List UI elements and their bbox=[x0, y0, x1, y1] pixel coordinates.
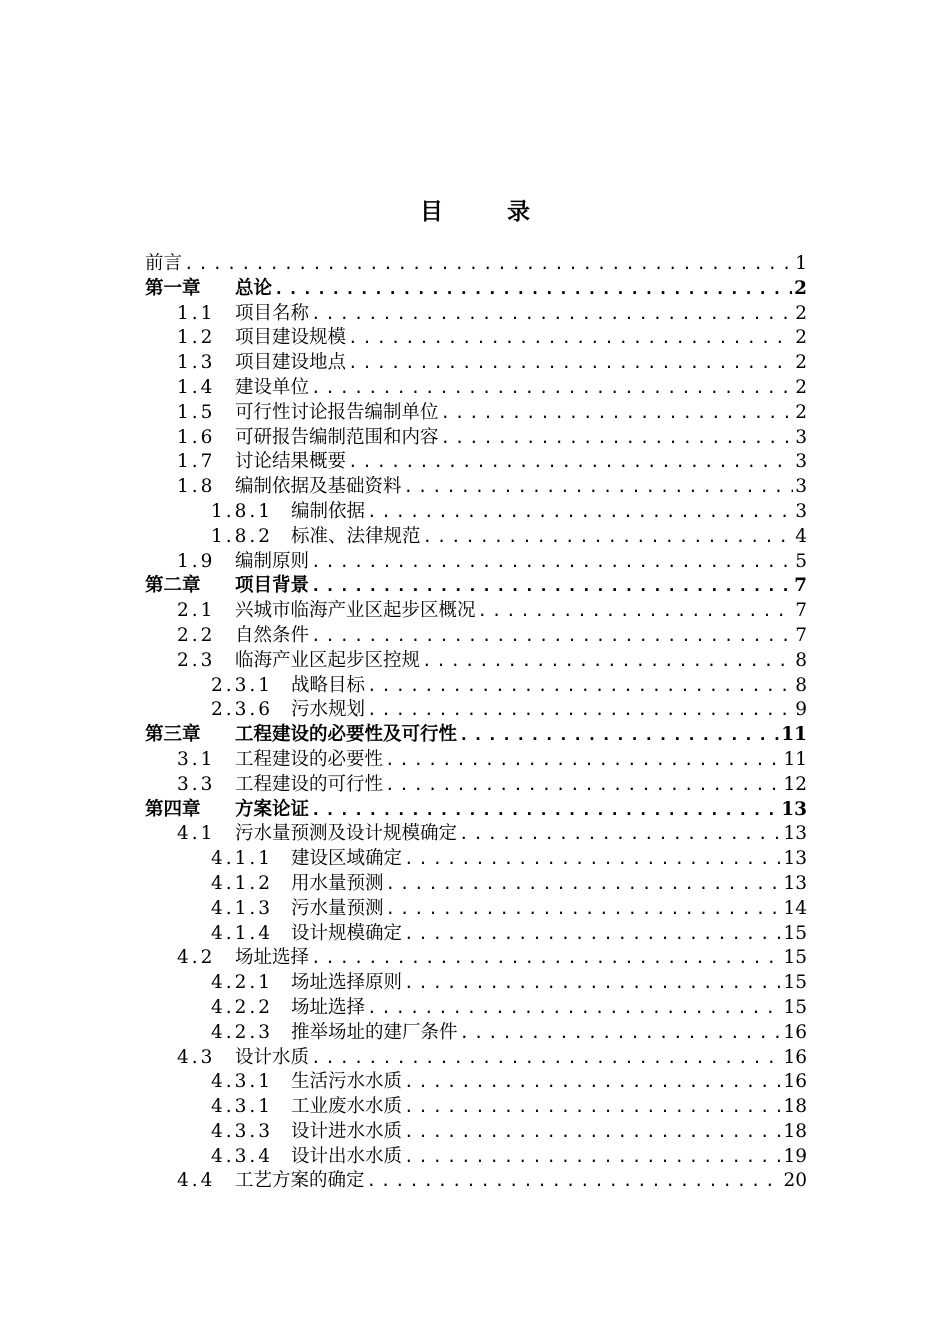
dot-leader bbox=[404, 971, 781, 996]
toc-entry-title: 项目建设地点 bbox=[235, 352, 347, 374]
toc-entry[interactable] bbox=[145, 1046, 807, 1071]
toc-entry-number: 1.6 bbox=[177, 426, 216, 448]
toc-entry-title: 工业废水水质 bbox=[291, 1096, 403, 1118]
toc-entry-title: 场址选择 bbox=[235, 947, 310, 969]
toc-entry[interactable] bbox=[145, 723, 807, 748]
toc-entry-number: 3.1 bbox=[177, 748, 216, 770]
dot-leader bbox=[423, 525, 794, 550]
toc-entry[interactable] bbox=[145, 401, 807, 426]
toc-entry-number: 1.4 bbox=[177, 376, 216, 398]
toc-entry-title: 设计水质 bbox=[235, 1046, 310, 1068]
dot-leader bbox=[385, 748, 781, 773]
toc-entry-title: 污水量预测及设计规模确定 bbox=[235, 823, 458, 845]
dot-leader bbox=[404, 1120, 781, 1145]
toc-entry-page-number: 2 bbox=[795, 302, 807, 324]
toc-entry-number: 4.4 bbox=[177, 1170, 216, 1192]
toc-entry-title: 可行性讨论报告编制单位 bbox=[235, 401, 439, 423]
toc-entry-page-number: 13 bbox=[783, 823, 807, 845]
dot-leader bbox=[385, 773, 781, 798]
toc-entry-page-number: 18 bbox=[783, 1120, 807, 1142]
toc-entry[interactable] bbox=[145, 525, 807, 550]
toc-entry-title: 自然条件 bbox=[235, 624, 310, 646]
toc-entry-number: 1.8.2 bbox=[211, 525, 274, 547]
dot-leader bbox=[348, 326, 793, 351]
toc-entry-page-number: 16 bbox=[783, 1071, 807, 1093]
toc-entry-page-number: 13 bbox=[783, 848, 807, 870]
toc-entry-page-number: 3 bbox=[795, 451, 807, 473]
toc-entry-title: 工艺方案的确定 bbox=[235, 1170, 365, 1192]
toc-entry[interactable] bbox=[145, 252, 807, 277]
toc-entry-number: 1.7 bbox=[177, 451, 216, 473]
toc-entry-page-number: 3 bbox=[795, 500, 807, 522]
toc-entry-page-number: 20 bbox=[783, 1170, 807, 1192]
dot-leader bbox=[348, 450, 793, 475]
toc-entry[interactable] bbox=[145, 475, 807, 500]
toc-entry-title: 污水量预测 bbox=[291, 897, 384, 919]
dot-leader bbox=[404, 475, 794, 500]
dot-leader bbox=[367, 500, 793, 525]
toc-entry-title: 推举场址的建厂条件 bbox=[291, 1021, 458, 1043]
table-of-contents bbox=[145, 252, 807, 1194]
dot-leader bbox=[478, 599, 794, 624]
dot-leader bbox=[460, 1021, 782, 1046]
toc-entry[interactable] bbox=[145, 351, 807, 376]
toc-entry-page-number: 14 bbox=[783, 897, 807, 919]
toc-entry-page-number: 13 bbox=[781, 798, 807, 820]
toc-entry-number: 3.3 bbox=[177, 773, 216, 795]
toc-entry-number: 2.2 bbox=[177, 624, 216, 646]
toc-entry-title: 标准、法律规范 bbox=[291, 525, 421, 547]
toc-entry-title: 建设区域确定 bbox=[291, 848, 403, 870]
toc-entry-title: 项目建设规模 bbox=[235, 327, 347, 349]
toc-entry[interactable] bbox=[145, 748, 807, 773]
toc-entry[interactable] bbox=[145, 550, 807, 575]
toc-entry-title: 编制原则 bbox=[235, 550, 310, 572]
toc-entry[interactable] bbox=[145, 450, 807, 475]
toc-entry-title: 设计出水水质 bbox=[291, 1145, 403, 1167]
toc-entry-number: 4.1.2 bbox=[211, 872, 274, 894]
toc-entry-page-number: 3 bbox=[795, 476, 807, 498]
toc-entry[interactable] bbox=[145, 698, 807, 723]
toc-entry-number: 1.2 bbox=[177, 327, 216, 349]
toc-entry-title: 兴城市临海产业区起步区概况 bbox=[235, 600, 476, 622]
dot-leader bbox=[404, 1095, 781, 1120]
toc-entry-page-number: 12 bbox=[783, 773, 807, 795]
toc-entry-page-number: 15 bbox=[783, 996, 807, 1018]
toc-entry-page-number: 1 bbox=[795, 253, 807, 274]
toc-entry-page-number: 7 bbox=[795, 624, 807, 646]
toc-entry-page-number: 8 bbox=[795, 674, 807, 696]
toc-entry-page-number: 5 bbox=[795, 550, 807, 572]
toc-entry-number: 4.3 bbox=[177, 1046, 216, 1068]
page-title: 目 录 bbox=[419, 198, 558, 225]
toc-entry-title: 工程建设的必要性 bbox=[235, 748, 384, 770]
toc-entry-title: 前言 bbox=[145, 253, 183, 274]
toc-entry-title: 编制依据 bbox=[291, 500, 366, 522]
dot-leader bbox=[311, 1046, 781, 1071]
toc-entry[interactable] bbox=[145, 426, 807, 451]
toc-entry-number: 2.3.1 bbox=[211, 674, 274, 696]
toc-entry-title: 战略目标 bbox=[291, 674, 366, 696]
toc-entry-title: 设计规模确定 bbox=[291, 922, 403, 944]
toc-entry-number: 4.3.1 bbox=[211, 1096, 274, 1118]
dot-leader bbox=[274, 277, 792, 302]
dot-leader bbox=[422, 649, 793, 674]
toc-entry[interactable] bbox=[145, 599, 807, 624]
toc-entry-number: 1.1 bbox=[177, 302, 216, 324]
toc-entry-title: 总论 bbox=[235, 277, 273, 299]
toc-entry-title: 工程建设的必要性及可行性 bbox=[235, 724, 458, 746]
dot-leader bbox=[348, 351, 793, 376]
toc-entry-page-number: 7 bbox=[795, 600, 807, 622]
toc-entry[interactable] bbox=[145, 847, 807, 872]
toc-entry-title: 工程建设的可行性 bbox=[235, 773, 384, 795]
dot-leader bbox=[386, 872, 782, 897]
toc-entry-number: 2.3 bbox=[177, 649, 216, 671]
toc-entry-number: 1.3 bbox=[177, 352, 216, 374]
dot-leader bbox=[367, 996, 781, 1021]
dot-leader bbox=[311, 376, 793, 401]
toc-entry[interactable] bbox=[145, 1021, 807, 1046]
toc-entry-page-number: 2 bbox=[795, 327, 807, 349]
toc-entry-title: 可研报告编制范围和内容 bbox=[235, 426, 439, 448]
toc-entry-page-number: 7 bbox=[794, 575, 807, 597]
toc-entry-page-number: 18 bbox=[783, 1096, 807, 1118]
toc-entry-number: 4.1.1 bbox=[211, 848, 274, 870]
dot-leader bbox=[367, 698, 793, 723]
toc-entry-page-number: 2 bbox=[795, 376, 807, 398]
toc-entry[interactable] bbox=[145, 971, 807, 996]
dot-leader bbox=[404, 1070, 781, 1095]
toc-entry-number: 1.8 bbox=[177, 476, 216, 498]
toc-entry-page-number: 15 bbox=[783, 947, 807, 969]
toc-entry[interactable] bbox=[145, 922, 807, 947]
toc-entry-page-number: 4 bbox=[795, 525, 807, 547]
toc-entry[interactable] bbox=[145, 376, 807, 401]
dot-leader bbox=[441, 426, 794, 451]
toc-entry-title: 生活污水水质 bbox=[291, 1071, 403, 1093]
toc-entry[interactable] bbox=[145, 500, 807, 525]
toc-entry[interactable] bbox=[145, 1070, 807, 1095]
toc-entry-page-number: 8 bbox=[795, 649, 807, 671]
toc-entry-title: 讨论结果概要 bbox=[235, 451, 347, 473]
toc-entry-number: 2.1 bbox=[177, 600, 216, 622]
toc-entry[interactable] bbox=[145, 773, 807, 798]
toc-entry-number: 2.3.6 bbox=[211, 699, 274, 721]
dot-leader bbox=[367, 674, 793, 699]
toc-entry-number: 第三章 bbox=[145, 724, 201, 746]
dot-leader bbox=[386, 897, 782, 922]
dot-leader bbox=[367, 1169, 782, 1194]
toc-entry[interactable] bbox=[145, 996, 807, 1021]
toc-entry-number: 1.5 bbox=[177, 401, 216, 423]
toc-entry-page-number: 2 bbox=[795, 401, 807, 423]
toc-entry-title: 项目背景 bbox=[235, 575, 310, 597]
toc-entry-number: 4.3.3 bbox=[211, 1120, 274, 1142]
dot-leader bbox=[311, 798, 779, 823]
toc-entry-number: 第一章 bbox=[145, 277, 201, 299]
dot-leader bbox=[404, 1145, 781, 1170]
toc-entry-number: 1.9 bbox=[177, 550, 216, 572]
toc-entry-page-number: 3 bbox=[795, 426, 807, 448]
dot-leader bbox=[459, 723, 779, 748]
dot-leader bbox=[404, 847, 781, 872]
toc-entry-number: 4.2.3 bbox=[211, 1021, 274, 1043]
toc-entry-title: 编制依据及基础资料 bbox=[235, 476, 402, 498]
toc-entry-page-number: 16 bbox=[783, 1021, 807, 1043]
toc-entry-title: 场址选择原则 bbox=[291, 972, 403, 994]
toc-entry-page-number: 16 bbox=[783, 1046, 807, 1068]
toc-entry-number: 第四章 bbox=[145, 798, 201, 820]
dot-leader bbox=[311, 624, 793, 649]
dot-leader bbox=[311, 946, 781, 971]
dot-leader bbox=[441, 401, 794, 426]
toc-entry-page-number: 13 bbox=[783, 872, 807, 894]
dot-leader bbox=[311, 550, 793, 575]
dot-leader bbox=[311, 574, 792, 599]
toc-entry-title: 方案论证 bbox=[235, 798, 310, 820]
toc-entry[interactable] bbox=[145, 1145, 807, 1170]
dot-leader bbox=[184, 252, 793, 277]
toc-entry[interactable] bbox=[145, 822, 807, 847]
toc-entry-number: 4.2.2 bbox=[211, 996, 274, 1018]
toc-entry[interactable] bbox=[145, 277, 807, 302]
toc-entry-number: 4.2.1 bbox=[211, 972, 274, 994]
toc-entry[interactable] bbox=[145, 897, 807, 922]
toc-entry-title: 临海产业区起步区控规 bbox=[235, 649, 421, 671]
toc-entry-page-number: 11 bbox=[781, 724, 807, 746]
toc-entry-number: 4.1.3 bbox=[211, 897, 274, 919]
toc-entry-title: 用水量预测 bbox=[291, 872, 384, 894]
toc-entry[interactable] bbox=[145, 674, 807, 699]
toc-entry-page-number: 15 bbox=[783, 972, 807, 994]
toc-entry-title: 污水规划 bbox=[291, 699, 366, 721]
toc-entry[interactable] bbox=[145, 872, 807, 897]
toc-entry[interactable] bbox=[145, 798, 807, 823]
toc-entry-number: 4.2 bbox=[177, 947, 216, 969]
toc-entry-number: 1.8.1 bbox=[211, 500, 274, 522]
toc-entry-page-number: 2 bbox=[795, 352, 807, 374]
dot-leader bbox=[311, 302, 793, 327]
toc-entry-number: 4.1.4 bbox=[211, 922, 274, 944]
toc-entry-title: 建设单位 bbox=[235, 376, 310, 398]
dot-leader bbox=[404, 922, 781, 947]
toc-entry[interactable] bbox=[145, 1120, 807, 1145]
dot-leader bbox=[459, 822, 781, 847]
toc-entry-number: 4.1 bbox=[177, 823, 216, 845]
toc-entry[interactable] bbox=[145, 1169, 807, 1194]
toc-entry-page-number: 15 bbox=[783, 922, 807, 944]
toc-entry[interactable] bbox=[145, 624, 807, 649]
toc-entry[interactable] bbox=[145, 946, 807, 971]
toc-entry-page-number: 11 bbox=[783, 748, 807, 770]
toc-entry-page-number: 2 bbox=[794, 277, 807, 299]
toc-entry-number: 4.3.4 bbox=[211, 1145, 274, 1167]
toc-entry-title: 设计进水水质 bbox=[291, 1120, 403, 1142]
toc-entry[interactable] bbox=[145, 649, 807, 674]
toc-entry[interactable] bbox=[145, 302, 807, 327]
toc-entry-page-number: 9 bbox=[795, 699, 807, 721]
toc-entry[interactable] bbox=[145, 1095, 807, 1120]
toc-entry[interactable] bbox=[145, 326, 807, 351]
toc-entry-number: 第二章 bbox=[145, 575, 201, 597]
toc-entry-title: 场址选择 bbox=[291, 996, 366, 1018]
toc-entry-number: 4.3.1 bbox=[211, 1071, 274, 1093]
toc-entry-title: 项目名称 bbox=[235, 302, 310, 324]
toc-entry-page-number: 19 bbox=[783, 1145, 807, 1167]
toc-entry[interactable] bbox=[145, 574, 807, 599]
